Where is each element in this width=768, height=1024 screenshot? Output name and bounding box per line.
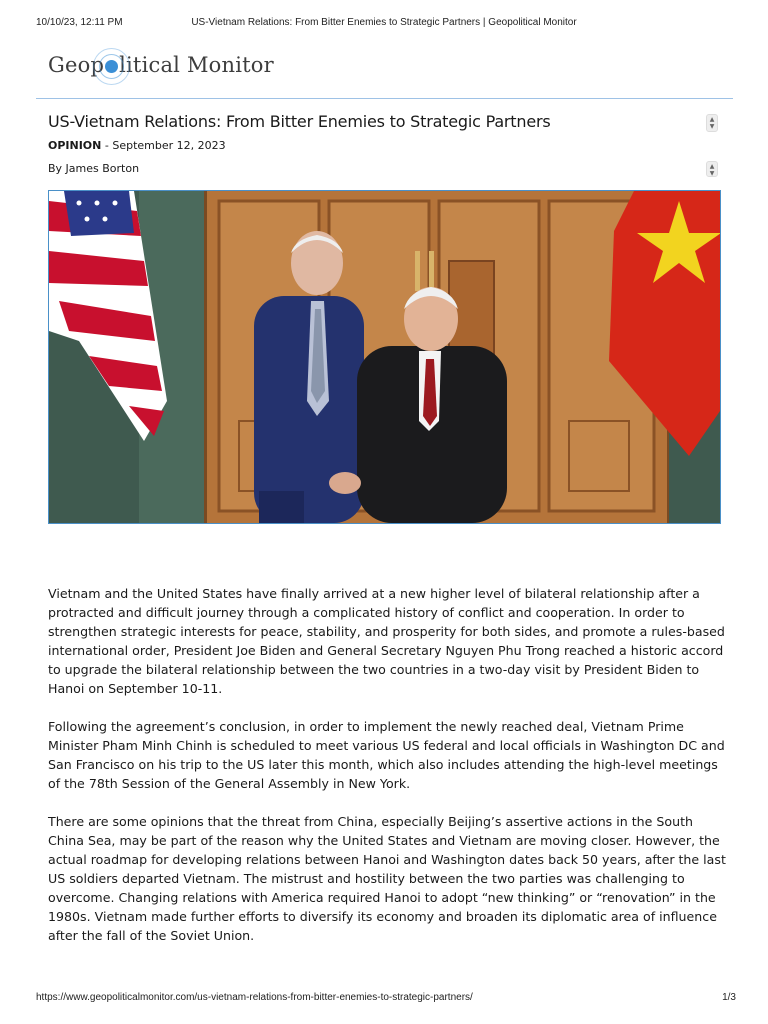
article-title: US-Vietnam Relations: From Bitter Enemies to Strategic Partners (48, 112, 551, 131)
category-label[interactable]: OPINION (48, 139, 102, 152)
article-paragraph: Following the agreement’s conclusion, in order to implement the newly reached deal, Vietnam Prime Minister Pham Minh Chinh is scheduled to meet various US federal and local officials in Washington DC and San Francisco on his trip to the US later this month, which also includes attending the high-level meetings of the 78th Session of the General Assembly in New York. (48, 719, 725, 791)
publish-date: - September 12, 2023 (101, 139, 226, 152)
print-datetime: 10/10/23, 12:11 PM (36, 17, 123, 28)
print-page-title: US-Vietnam Relations: From Bitter Enemies to Strategic Partners | Geopolitical Monitor (191, 17, 577, 28)
globe-icon (105, 60, 118, 73)
article-paragraph: Vietnam and the United States have finally arrived at a new higher level of bilateral relationship after a protracted and difficult journey through a complicated history of conflict and cooperation. In order to strengthen strategic interests for peace, stability, and prosperity for both sides, and promote a rules-based international order, President Joe Biden and General Secretary Nguyen Phu Trong reached a historic accord to upgrade the bilateral relationship between the two countries in a two-day visit by President Biden to Hanoi on September 10-11. (48, 586, 725, 696)
header-divider (36, 98, 733, 99)
door-handle (429, 251, 434, 291)
logo-text-start: Geop (48, 53, 105, 77)
print-header (0, 17, 768, 31)
door-handle (415, 251, 420, 291)
logo-text-end: litical Monitor (119, 53, 274, 77)
article-paragraph: There are some opinions that the threat from China, especially Beijing’s assertive actions in the South China Sea, may be part of the reason why the United States and Vietnam are moving closer. However, the actual roadmap for developing relations between Hanoi and Washington dates back 50 years, after the last US soldiers departed Vietnam. The mistrust and hostility between the two parties was challenging to overcome. Changing relations with America required Hanoi to adopt “new thinking” or “renovation” in the 1980s. Vietnam made further efforts to diversify its economy and broaden its diplomatic area of influence after the fall of the Soviet Union. (48, 814, 726, 943)
byline: By James Borton (48, 162, 140, 175)
handshake (329, 472, 361, 494)
hero-photo-illustration (49, 191, 720, 523)
hero-photo (48, 190, 721, 524)
updown-arrows-icon[interactable]: ▲ ▼ (706, 114, 718, 132)
article-meta (48, 139, 226, 152)
updown-arrows-icon[interactable]: ▲ ▼ (706, 161, 718, 177)
article-body (48, 584, 728, 964)
print-url[interactable]: https://www.geopoliticalmonitor.com/us-vietnam-relations-from-bitter-enemies-to-strategic-partners/ (36, 992, 473, 1003)
page-indicator: 1/3 (722, 992, 736, 1003)
site-logo[interactable] (48, 53, 274, 87)
print-footer (0, 992, 768, 1006)
